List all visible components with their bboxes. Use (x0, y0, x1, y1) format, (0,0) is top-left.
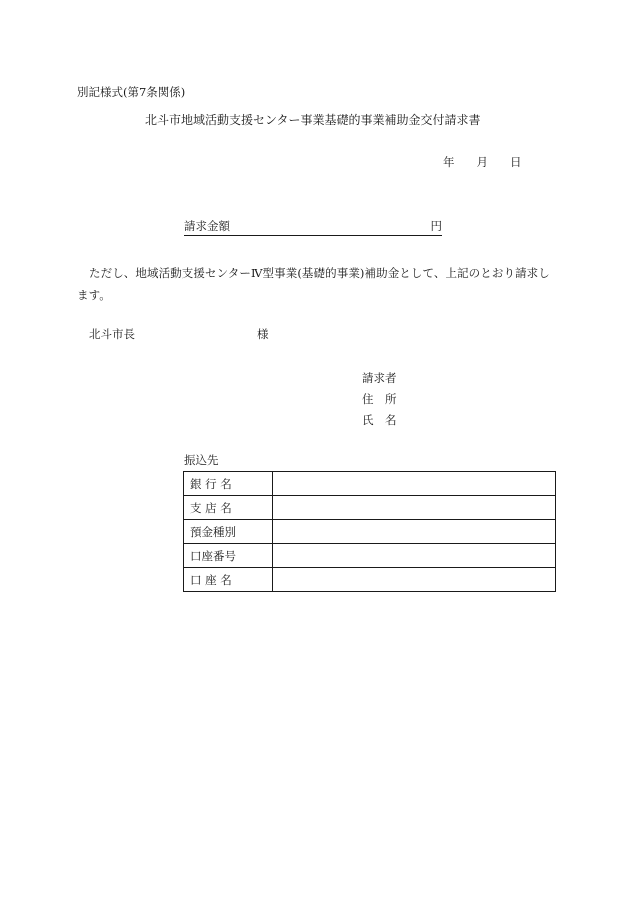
document-title: 北斗市地域活動支援センター事業基礎的事業補助金交付請求書 (145, 113, 481, 127)
amount-line (184, 218, 442, 236)
account-number-label: 口座番号 (184, 544, 273, 568)
table-row (184, 496, 556, 520)
table-row (184, 568, 556, 592)
addressee-suffix: 様 (257, 327, 269, 341)
applicant-name-label: 氏 名 (362, 413, 397, 427)
body-text: ただし、地域活動支援センターⅣ型事業(基礎的事業)補助金として、上記のとおり請求します。 (77, 266, 550, 302)
applicant-address-label: 住 所 (362, 392, 397, 406)
table-row (184, 544, 556, 568)
date-year: 年 (443, 155, 455, 169)
bank-name-label: 銀 行 名 (184, 472, 273, 496)
branch-name-value[interactable] (273, 496, 556, 520)
account-name-label: 口 座 名 (184, 568, 273, 592)
deposit-type-label: 預金種別 (184, 520, 273, 544)
date-month: 月 (476, 155, 488, 169)
amount-label: 請求金額 (184, 219, 230, 233)
bank-title: 振込先 (184, 453, 219, 467)
account-name-value[interactable] (273, 568, 556, 592)
addressee-name: 北斗市長 (89, 327, 135, 341)
bank-name-value[interactable] (273, 472, 556, 496)
date-line (443, 154, 522, 170)
deposit-type-value[interactable] (273, 520, 556, 544)
applicant-block (362, 368, 397, 431)
date-day: 日 (510, 155, 522, 169)
form-reference: 別記様式(第7条関係) (77, 85, 186, 99)
amount-unit: 円 (430, 219, 442, 233)
bank-table (183, 471, 556, 592)
applicant-heading: 請求者 (362, 371, 397, 385)
account-number-value[interactable] (273, 544, 556, 568)
table-row (184, 472, 556, 496)
branch-name-label: 支 店 名 (184, 496, 273, 520)
table-row (184, 520, 556, 544)
